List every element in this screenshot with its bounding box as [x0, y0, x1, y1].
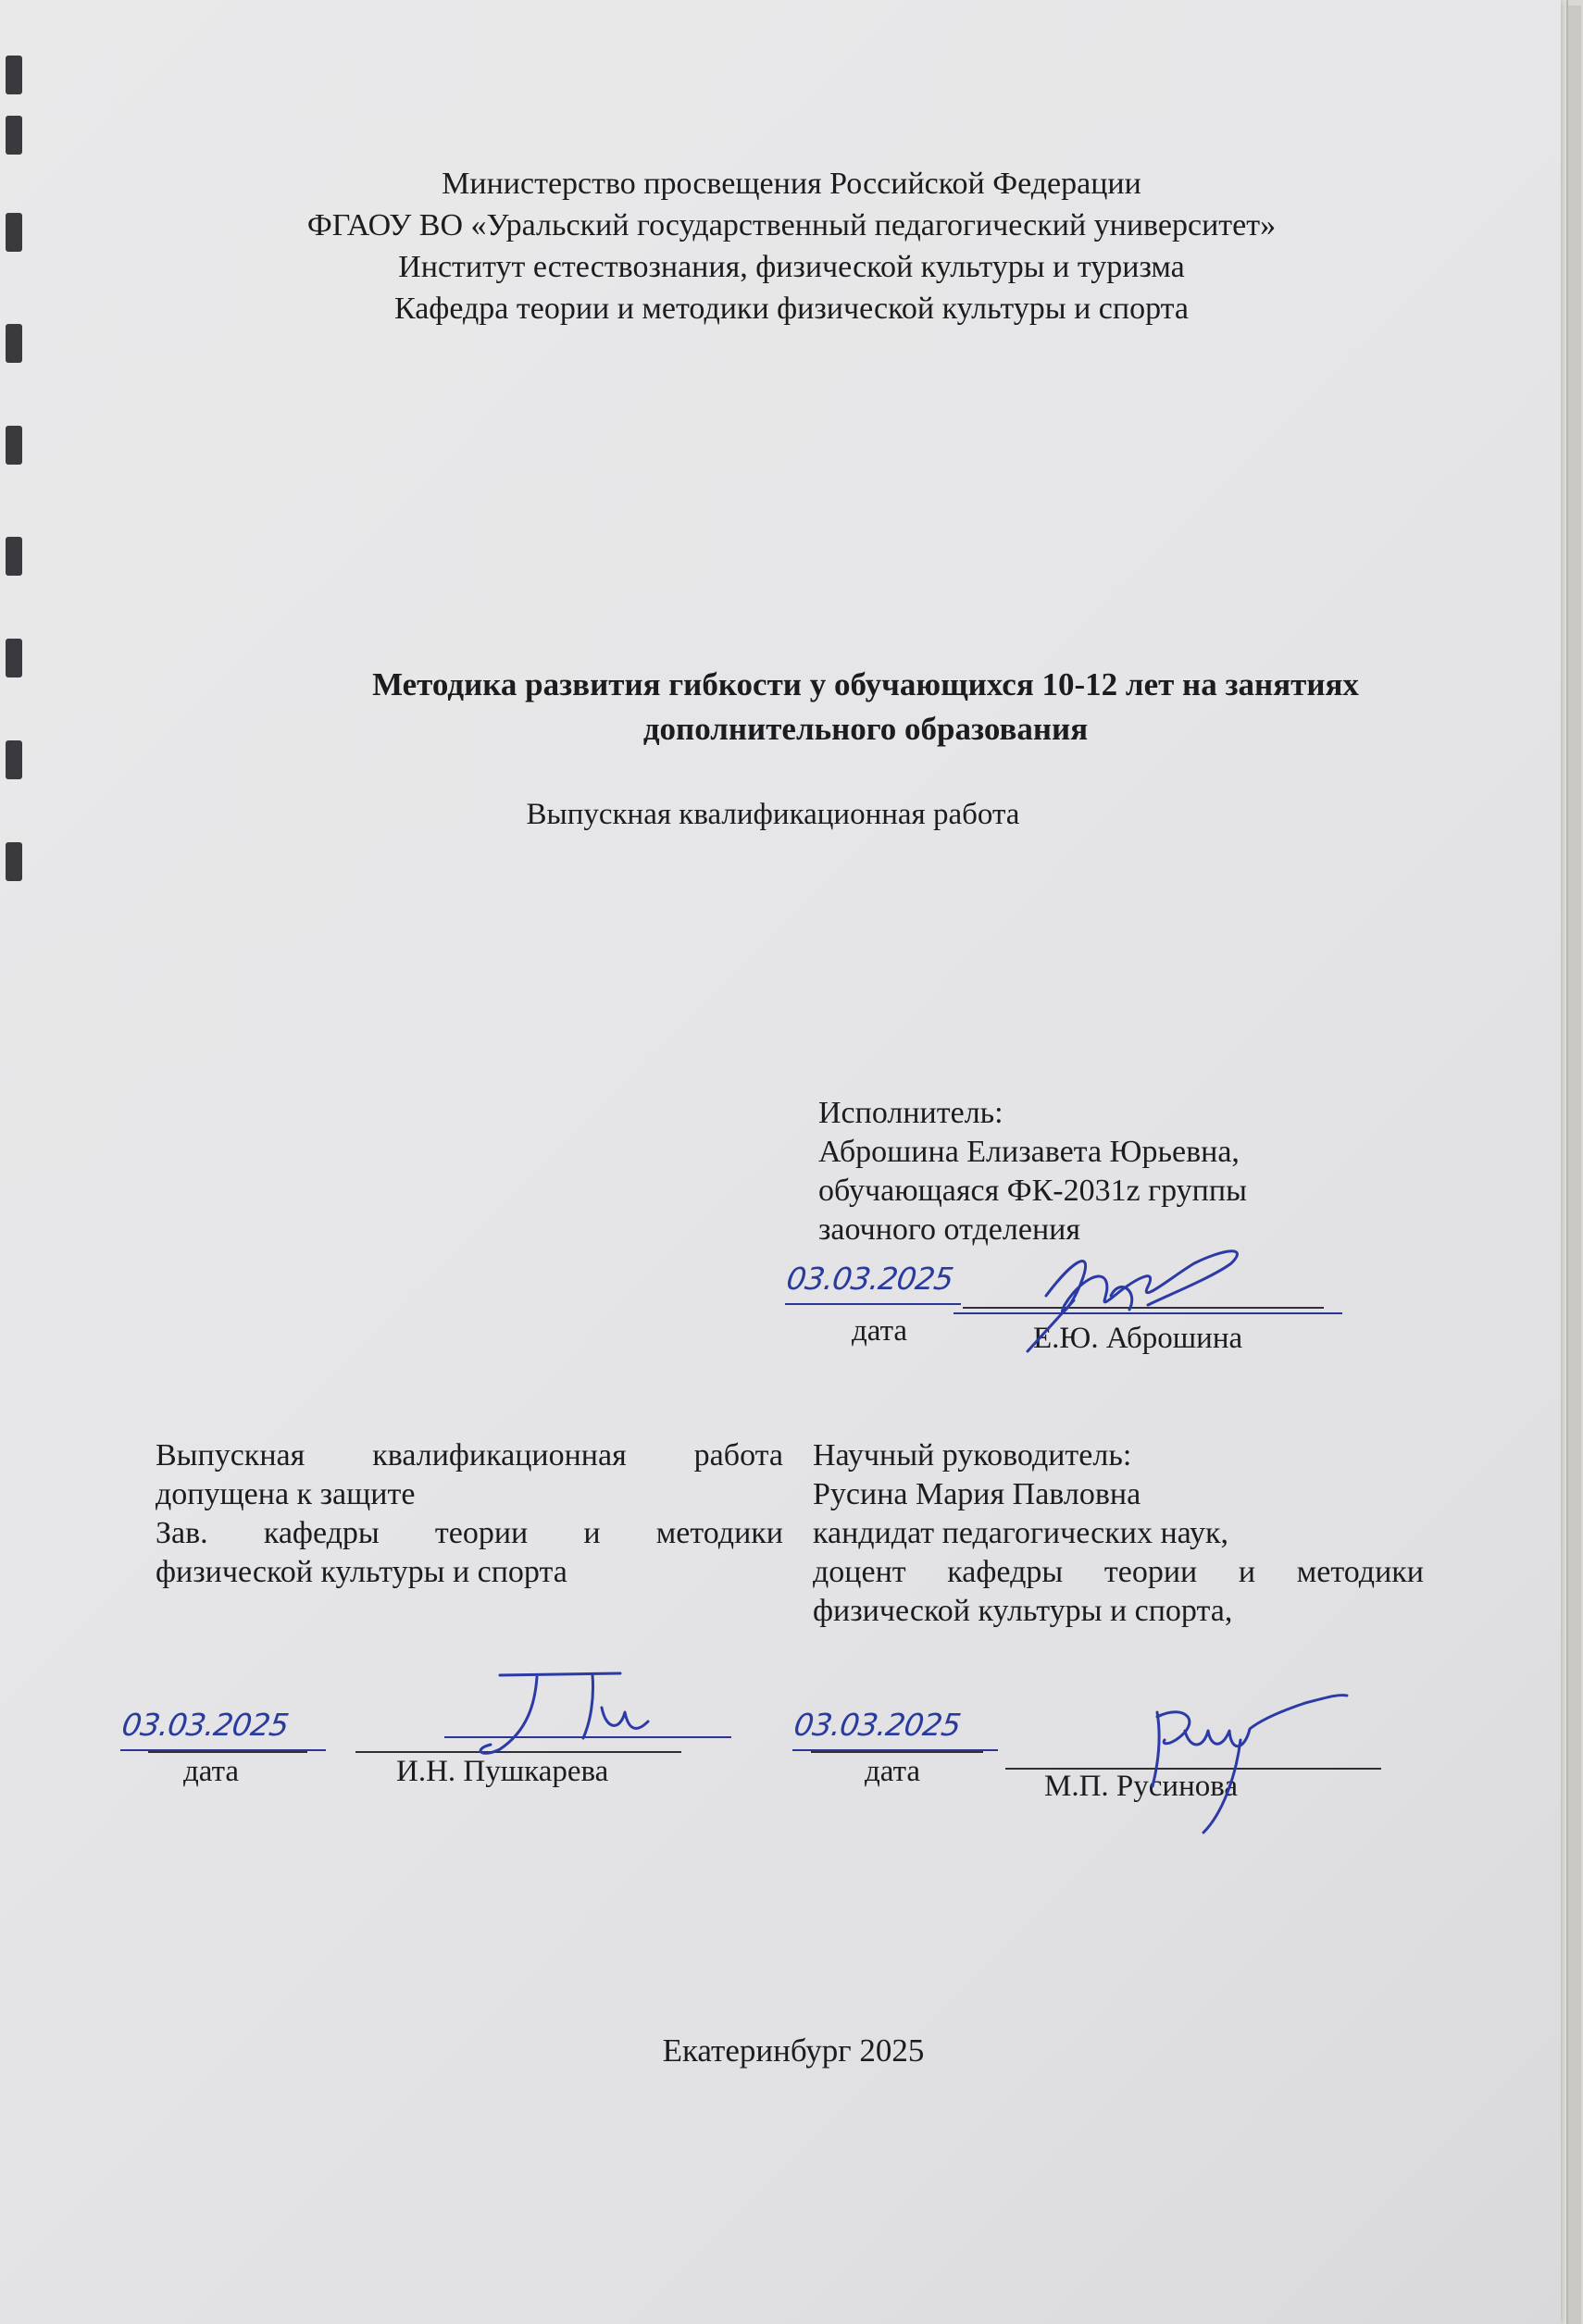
thesis-title-line1: Методика развития гибкости у обучающихся 10-12 лет на занятиях [372, 666, 1359, 702]
executor-department: заочного отделения [818, 1212, 1080, 1247]
institute-name: Институт естествознания, физической культуры и туризма [398, 250, 1185, 284]
supervisor-block [813, 1436, 1424, 1631]
work-type: Выпускная квалификационная работа [526, 798, 1020, 831]
executor-handwritten-date: 03.03.2025 [784, 1261, 955, 1297]
binding-holes [0, 0, 37, 2324]
date-line [148, 1751, 307, 1753]
admission-signature-name: И.Н. Пушкарева [396, 1755, 609, 1788]
executor-signature [1009, 1240, 1268, 1370]
supervisor-name: Русина Мария Павловна [813, 1477, 1141, 1511]
supervisor-signature [1120, 1684, 1361, 1842]
binding-hole [6, 426, 22, 465]
binding-hole [6, 116, 22, 155]
supervisor-date-label: дата [865, 1755, 921, 1788]
supervisor-heading: Научный руководитель: [813, 1438, 1132, 1473]
executor-group: обучающаяся ФК-2031z группы [818, 1174, 1247, 1208]
supervisor-signature-name: М.П. Русинова [1044, 1770, 1239, 1803]
binding-hole [6, 56, 22, 94]
admission-line3: Зав. кафедры теории и методики [156, 1516, 783, 1550]
admission-line4: физической культуры и спорта [156, 1555, 567, 1589]
admission-block [156, 1436, 783, 1592]
binding-hole [6, 842, 22, 881]
executor-heading: Исполнитель: [818, 1096, 1003, 1130]
department-name: Кафедра теории и методики физической культуры и спорта [393, 292, 1189, 326]
supervisor-handwritten-date: 03.03.2025 [792, 1707, 963, 1743]
supervisor-position2: физической культуры и спорта, [813, 1594, 1233, 1628]
thesis-title-line2: дополнительного образования [642, 711, 1089, 747]
admission-date-label: дата [183, 1755, 240, 1788]
university-name: ФГАОУ ВО «Уральский государственный педагогический университет» [306, 208, 1277, 242]
ministry-name: Министерство просвещения Российской Федерации [442, 167, 1141, 201]
binding-hole [6, 537, 22, 576]
binding-hole [6, 639, 22, 677]
supervisor-degree: кандидат педагогических наук, [813, 1516, 1229, 1550]
binding-hole [6, 324, 22, 363]
thesis-title [74, 663, 1583, 752]
city-year: Екатеринбург 2025 [662, 2032, 925, 2069]
institution-header [0, 163, 1583, 329]
binding-hole [6, 740, 22, 779]
admission-handwritten-date: 03.03.2025 [119, 1707, 291, 1743]
executor-signature-name: Е.Ю. Аброшина [1033, 1322, 1243, 1355]
executor-block [818, 1094, 1374, 1249]
date-underline [785, 1303, 961, 1305]
admission-signature [435, 1657, 676, 1777]
date-line [811, 1751, 983, 1753]
supervisor-position: доцент кафедры теории и методики [813, 1555, 1424, 1589]
admission-line2: допущена к защите [156, 1477, 416, 1511]
executor-date-label: дата [852, 1314, 908, 1348]
admission-line1: Выпускная квалификационная работа [156, 1438, 783, 1473]
executor-name: Аброшина Елизавета Юрьевна, [818, 1135, 1240, 1169]
